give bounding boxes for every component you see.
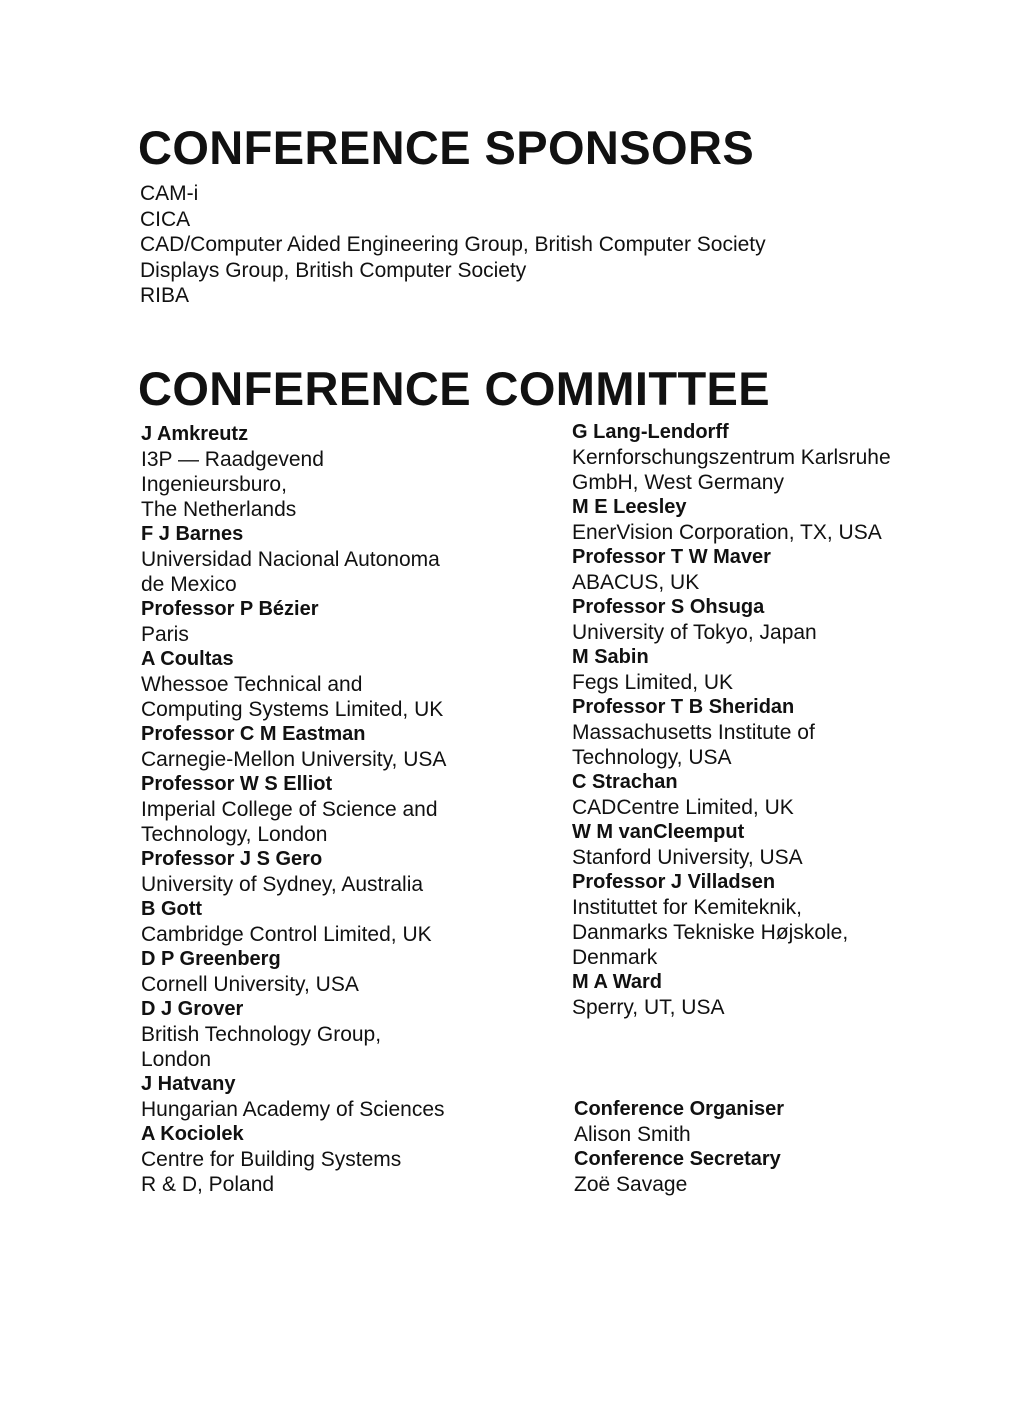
member-affiliation-line: I3P — Raadgevend <box>141 448 324 471</box>
member-name: D P Greenberg <box>141 948 281 970</box>
committee-member <box>141 647 446 722</box>
sponsor-item: RIBA <box>140 284 190 307</box>
member-affiliation-line: British Technology Group, <box>141 1023 382 1046</box>
member-affiliation-line: Danmarks Tekniske Højskole, <box>572 921 849 944</box>
committee-column-left <box>141 422 446 1197</box>
member-name: D J Grover <box>141 998 244 1020</box>
member-name: B Gott <box>141 898 203 920</box>
sponsor-item: CAD/Computer Aided Engineering Group, British Computer Society <box>140 233 766 256</box>
member-affiliation-line: Paris <box>141 623 189 646</box>
member-affiliation-line: Massachusetts Institute of <box>572 721 815 744</box>
committee-heading: CONFERENCE COMMITTEE <box>138 362 771 415</box>
member-affiliation-line: Hungarian Academy of Sciences <box>141 1098 445 1121</box>
member-name: J Hatvany <box>141 1073 236 1095</box>
member-affiliation-line: Kernforschungszentrum Karlsruhe <box>572 446 891 469</box>
member-affiliation-line: EnerVision Corporation, TX, USA <box>572 521 882 544</box>
member-affiliation-line: Computing Systems Limited, UK <box>141 698 444 721</box>
committee-member <box>141 1072 446 1122</box>
committee-member <box>572 870 891 970</box>
member-name: M E Leesley <box>572 496 687 518</box>
committee-column-right <box>572 420 891 1020</box>
member-affiliation-line: Ingenieursburo, <box>141 473 287 496</box>
committee-member <box>141 422 446 522</box>
member-affiliation-line: Carnegie-Mellon University, USA <box>141 748 447 771</box>
committee-member <box>141 722 446 772</box>
organisers-block <box>574 1097 784 1197</box>
member-affiliation-line: Fegs Limited, UK <box>572 671 734 694</box>
committee-member <box>572 420 891 495</box>
member-affiliation-line: Centre for Building Systems <box>141 1148 402 1171</box>
member-name: M Sabin <box>572 646 649 668</box>
committee-member <box>572 695 891 770</box>
member-affiliation-line: Universidad Nacional Autonoma <box>141 548 440 571</box>
member-name: M A Ward <box>572 971 662 993</box>
member-affiliation-line: de Mexico <box>141 573 237 596</box>
committee-member <box>572 545 891 595</box>
member-name: A Coultas <box>141 648 234 670</box>
sponsor-item: CICA <box>140 207 191 231</box>
committee-member <box>572 645 891 695</box>
secretary-name: Zoë Savage <box>574 1173 688 1196</box>
member-name: Professor J S Gero <box>141 848 323 870</box>
member-affiliation-line: R & D, Poland <box>141 1173 275 1196</box>
member-affiliation-line: Denmark <box>572 946 658 969</box>
member-name: Professor W S Elliot <box>141 773 333 795</box>
secretary-role: Conference Secretary <box>574 1148 781 1170</box>
sponsors-list <box>140 181 766 309</box>
sponsor-item: Displays Group, British Computer Society <box>140 258 527 282</box>
committee-member <box>141 897 446 947</box>
member-affiliation-line: The Netherlands <box>141 498 297 521</box>
committee-member <box>141 947 446 997</box>
member-affiliation-line: GmbH, West Germany <box>572 471 784 494</box>
committee-member <box>572 595 891 645</box>
member-name: F J Barnes <box>141 523 244 545</box>
member-name: Professor P Bézier <box>141 598 319 620</box>
committee-member <box>572 970 891 1020</box>
sponsor-item: CAM-i <box>140 182 199 205</box>
committee-member <box>141 597 446 647</box>
member-name: Professor T B Sheridan <box>572 696 795 718</box>
member-affiliation-line: Technology, London <box>141 823 328 846</box>
member-name: A Kociolek <box>141 1123 244 1145</box>
committee-member <box>572 820 891 870</box>
member-affiliation-line: Cornell University, USA <box>141 973 359 996</box>
member-affiliation-line: Instituttet for Kemiteknik, <box>572 896 802 919</box>
organiser-role: Conference Organiser <box>574 1098 785 1120</box>
committee-member <box>141 1122 446 1197</box>
member-affiliation-line: University of Sydney, Australia <box>141 873 424 896</box>
member-name: Professor J Villadsen <box>572 871 776 893</box>
member-affiliation-line: Stanford University, USA <box>572 846 803 869</box>
committee-member <box>141 847 446 897</box>
organiser-name: Alison Smith <box>574 1123 691 1146</box>
member-name: Professor C M Eastman <box>141 723 366 745</box>
member-name: Professor T W Maver <box>572 546 771 568</box>
sponsors-heading: CONFERENCE SPONSORS <box>138 121 755 174</box>
committee-member <box>572 770 891 820</box>
member-affiliation-line: Technology, USA <box>572 746 732 769</box>
member-affiliation-line: ABACUS, UK <box>572 571 700 594</box>
member-affiliation-line: Whessoe Technical and <box>141 673 363 696</box>
member-affiliation-line: CADCentre Limited, UK <box>572 796 794 819</box>
member-affiliation-line: London <box>141 1048 212 1071</box>
member-affiliation-line: University of Tokyo, Japan <box>572 621 817 644</box>
committee-member <box>141 522 446 597</box>
committee-member <box>141 772 446 847</box>
member-affiliation-line: Imperial College of Science and <box>141 798 438 821</box>
member-affiliation-line: Sperry, UT, USA <box>572 996 725 1019</box>
committee-member <box>572 495 891 545</box>
member-name: C Strachan <box>572 771 678 793</box>
member-name: Professor S Ohsuga <box>572 596 765 618</box>
member-name: J Amkreutz <box>141 423 249 445</box>
member-name: G Lang-Lendorff <box>572 421 729 443</box>
member-affiliation-line: Cambridge Control Limited, UK <box>141 923 432 946</box>
committee-member <box>141 997 446 1072</box>
member-name: W M vanCleemput <box>572 821 745 843</box>
